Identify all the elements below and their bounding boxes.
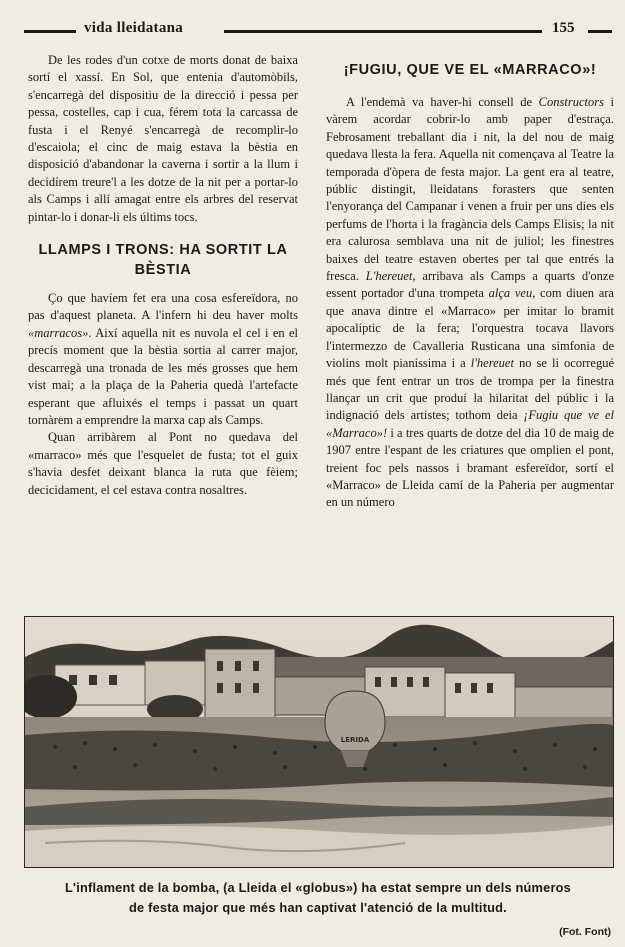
- photo-illustration: [25, 617, 613, 867]
- paragraph-left-1: De les rodes d'un cotxe de morts donat de baixa sortí el xassí. En Sol, que entenia d'automòbils, s'encarregà del dispositiu de la direcció i pessa per pessa, costelles, cap i cua, férem tota la carcassa de fusta i el Renyé s'encarregà de recomplir-lo d'escaiola; el cinc de maig estava la bèstia en disposició d'abandonar la caverna i sortir a la llum i decidírem treure'l a les dotze de la nit per a portar-lo als Camps i allí amagat entre els arbres del reservat pintar-lo i donar-li els últims tocs.: [28, 53, 298, 224]
- header-rule-right: [588, 30, 612, 33]
- left-column: [28, 52, 298, 499]
- paragraph-right-1: A l'endemà va haver-hi consell de Constructors i vàrem acordar cobrir-lo amb paper d'estraça. Febrosament treballant dia i nit, la del nou de maig quedava llesta la fera. Aquella nit començava al Teatre la temporada d'òpera de festa major. La gent era al teatre, públic distingit, lleidatans forasters que senten l'enyorança del Campanar i venen a fruir per uns dies els perfums de l'horta i la fragància dels Camps Elisis; la nit era calurosa semblava una nit de juliol; les finestres baixes del teatre estaven obertes per tal que entrés la fresca. L'hereuet, arribava als Camps a quarts d'onze essent portador d'una trompeta alça veu, com diuen ara que anava dintre el «Marraco» per imitar lo bramit apocalíptic de la fera; l'orquestra tocava llavors l'intermezzo de Cavalleria Rusticana una simfonia de violins molt pianíssima i a l'hereuet no se li ocorregué més que fent entrar un tros de trompa per la finestra llançar un crit que produí la hilaritat del públic i la indignació dels artistes; tothom deia ¡Fugiu que ve el «Marraco»! i a tres quarts de dotze del dia 10 de maig de 1907 entre l'espant de les criatures que omplien el pont, treient foc pels nassos i bramant esfereïdor, sortí el «Marraco» de Lleida camí de la Paheria per augmentar en un número: [326, 95, 614, 510]
- balloon-lettering: LERIDA: [340, 736, 370, 744]
- section-heading-fugiu: ¡FUGIU, QUE VE EL «MARRACO»!: [343, 62, 597, 78]
- header-rule-left: [24, 30, 76, 33]
- photo-caption: [24, 878, 612, 918]
- header-rule-middle: [224, 30, 542, 33]
- paragraph-left-2: Ço que havíem fet era una cosa esfereïdora, no pas d'aquest planeta. A l'infern hi deu haver molts «marracos». Així aquella nit es nuvola el cel i en el precís moment que la bèstia sortia al carrer major, descarregà una tronada de les més grosses que hem vist mai; a la plaça de la Paheria quedà l'artefacte esperant que afluixés el temps i passat un quart tornàrem a emprendre la marxa cap als Camps.: [28, 291, 298, 427]
- crowd-balloon-photo: [24, 616, 614, 868]
- page-number: 155: [552, 20, 575, 36]
- right-column: [326, 52, 614, 512]
- section-heading-llamps: LLAMPS I TRONS: HA SORTIT LA BÈSTIA: [38, 242, 288, 279]
- caption-line-1: L'inflament de la bomba, (a Lleida el «globus») ha estat sempre un dels números: [65, 880, 571, 895]
- journal-title: vida lleidatana: [84, 20, 184, 36]
- photo-credit: (Fot. Font): [559, 926, 611, 938]
- page-header: [22, 18, 612, 40]
- caption-line-2: de festa major que més han captivat l'atenció de la multitud.: [129, 900, 507, 915]
- paragraph-left-3: Quan arribàrem al Pont no quedava del «marraco» més que l'esquelet de fusta; tot el guix s'havia desfet deixant blanca la ruta que fèiem; decicidament, el cel estava contra nosaltres.: [28, 430, 298, 497]
